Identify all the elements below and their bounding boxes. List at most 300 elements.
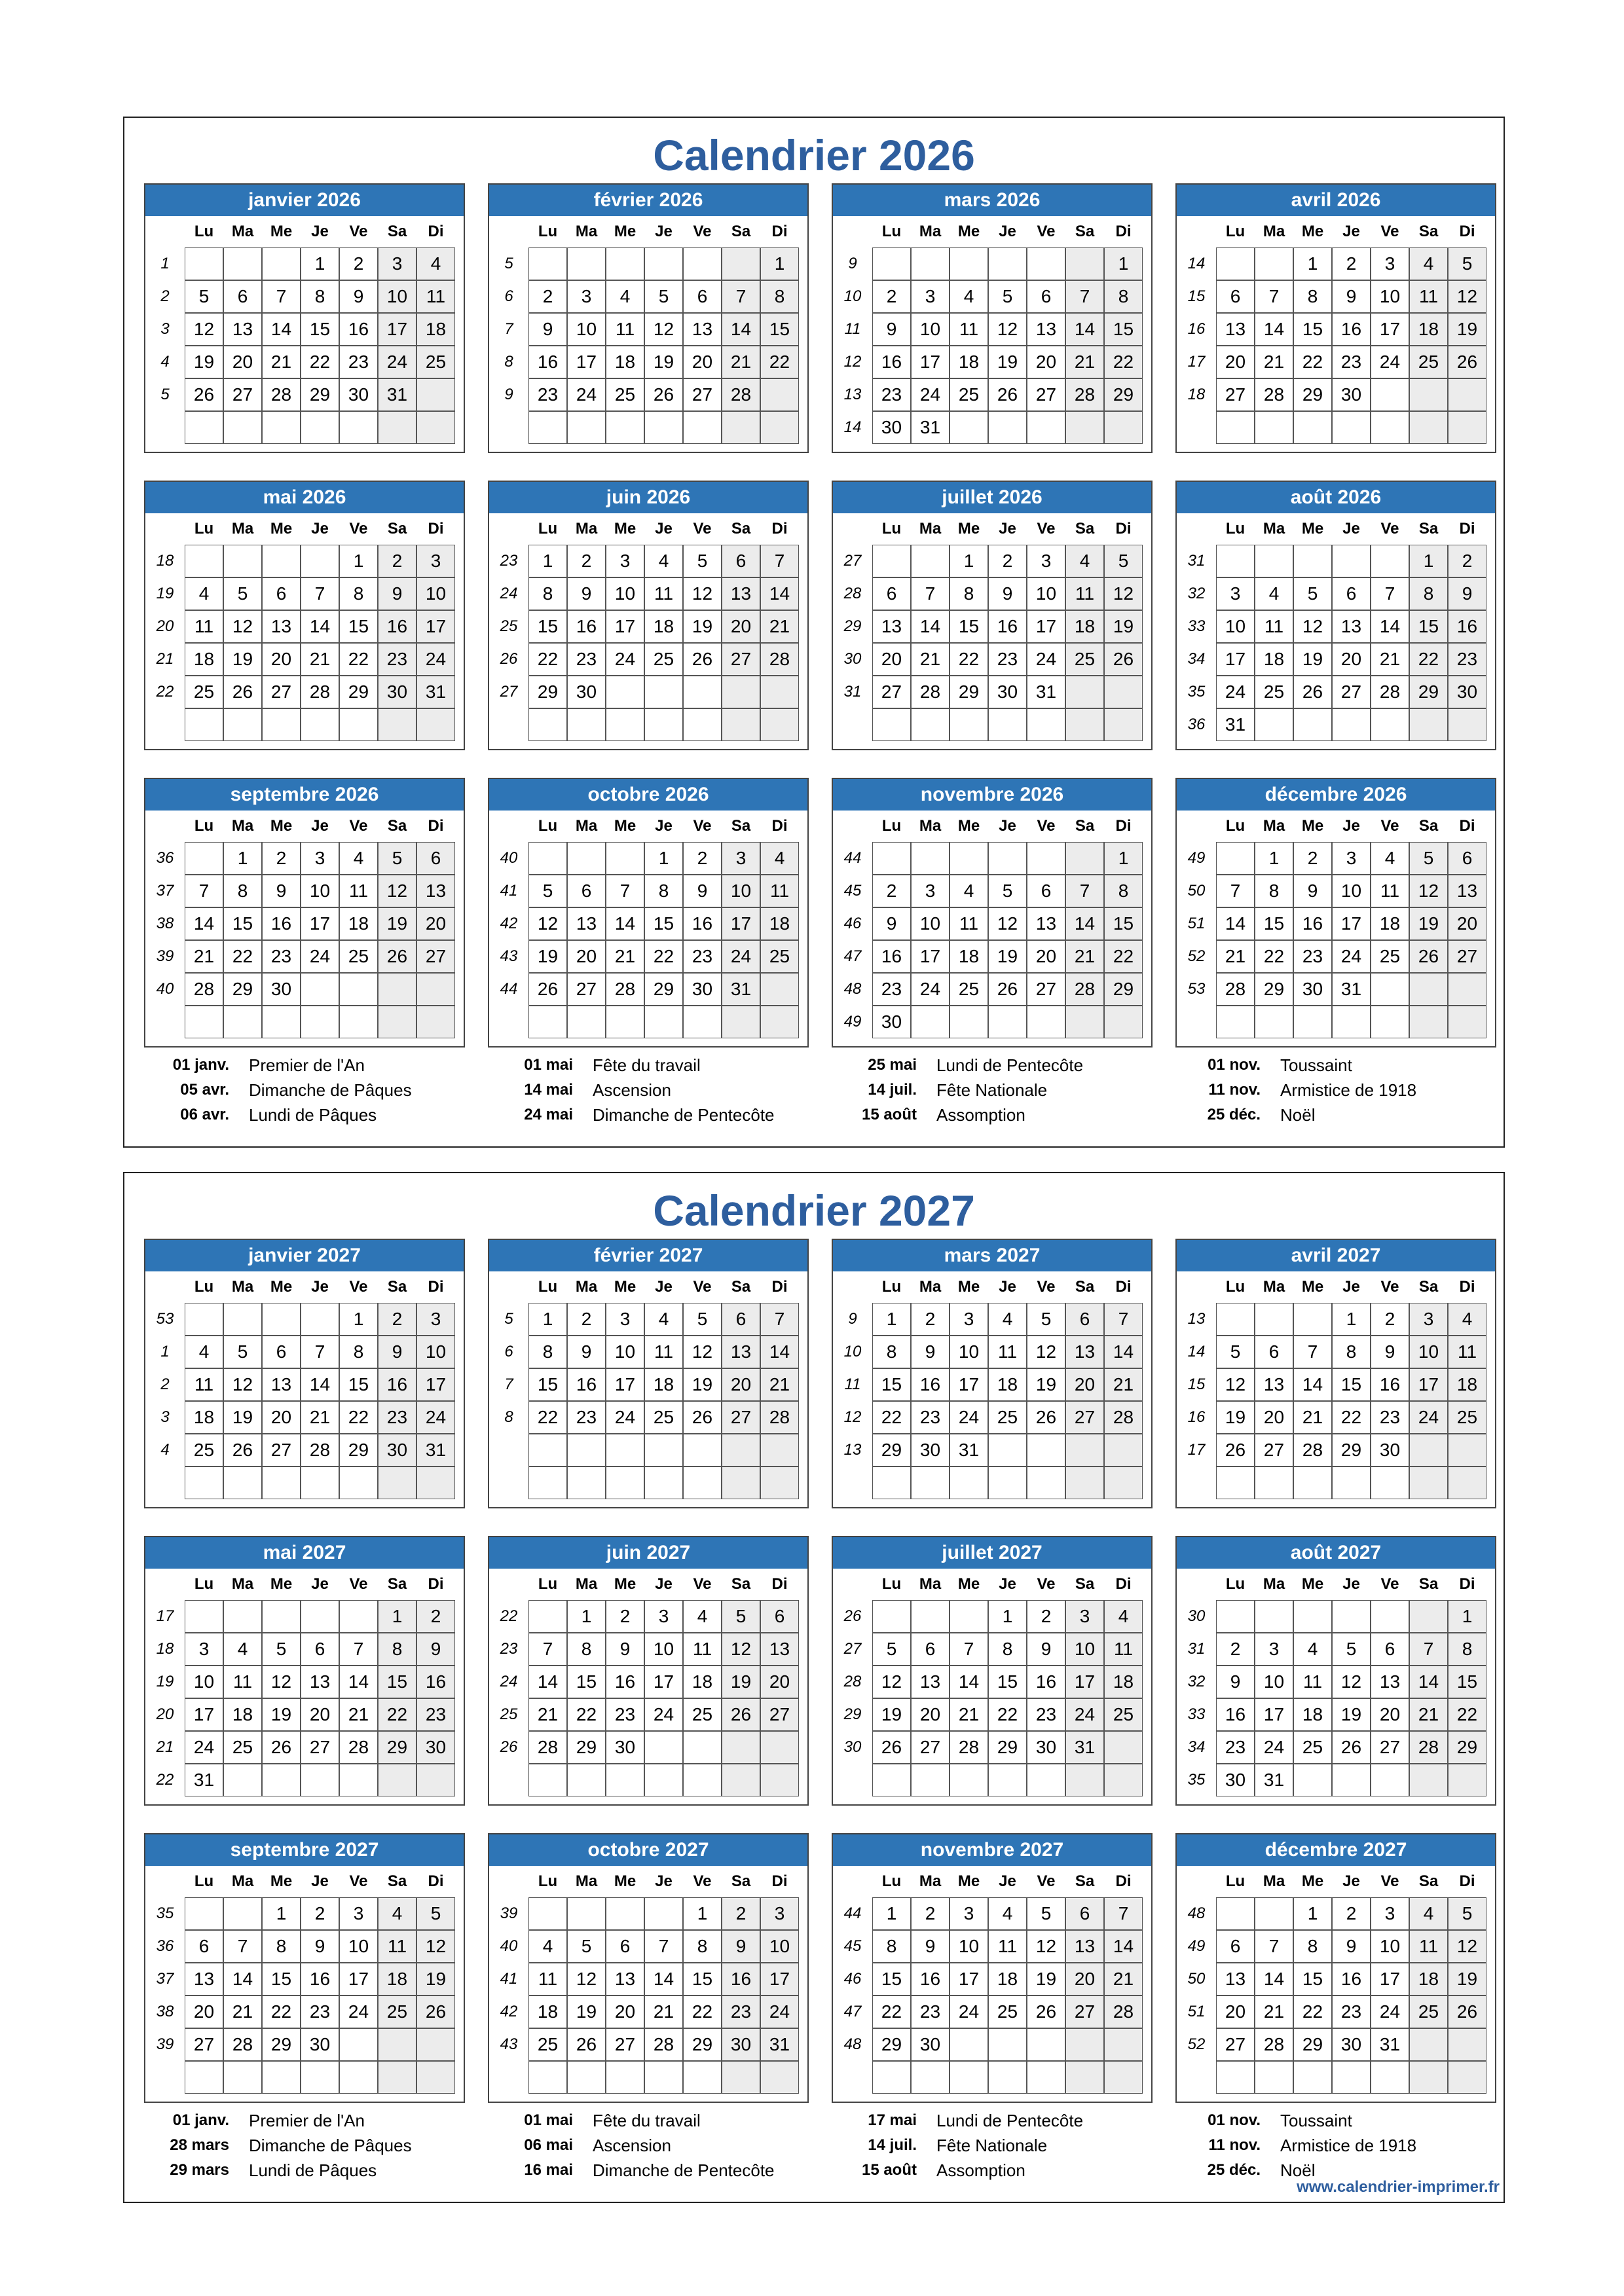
day-cell: 5 bbox=[722, 1600, 760, 1633]
day-cell: 2 bbox=[378, 545, 416, 577]
day-cell: 24 bbox=[301, 940, 339, 973]
day-cell bbox=[223, 1764, 262, 1796]
day-cell: 1 bbox=[872, 1897, 911, 1930]
week-number: 36 bbox=[156, 1937, 174, 1955]
month-calendar bbox=[1175, 1833, 1496, 2103]
day-cell bbox=[1027, 1467, 1065, 1499]
day-cell: 11 bbox=[1065, 577, 1104, 610]
day-cell: 16 bbox=[722, 1963, 760, 1995]
day-cell: 17 bbox=[1027, 610, 1065, 643]
day-cell: 10 bbox=[1371, 1930, 1409, 1963]
week-number bbox=[1177, 1467, 1216, 1499]
weekday-label: Ma bbox=[231, 1575, 254, 1593]
week-number bbox=[489, 1434, 528, 1467]
day-cell bbox=[378, 2028, 416, 2061]
week-number: 30 bbox=[1187, 1607, 1206, 1625]
day-cell: 17 bbox=[416, 1368, 455, 1401]
day-cell: 1 bbox=[760, 247, 799, 280]
day-cell: 29 bbox=[1409, 676, 1448, 708]
day-cell: 29 bbox=[262, 2028, 301, 2061]
day-cell: 11 bbox=[950, 907, 988, 940]
weekday-label: Me bbox=[957, 223, 980, 240]
day-cell: 3 bbox=[1371, 1897, 1409, 1930]
day-cell bbox=[950, 2028, 988, 2061]
holiday-date: 11 nov. bbox=[1208, 2136, 1261, 2154]
day-cell: 3 bbox=[760, 1897, 799, 1930]
weekday-label: Ve bbox=[1380, 1872, 1399, 1890]
weekday-label: Je bbox=[655, 520, 673, 538]
day-cell bbox=[223, 708, 262, 741]
weekday-label: Ve bbox=[1037, 1872, 1056, 1890]
week-number bbox=[833, 2061, 872, 2094]
weekday-label: Me bbox=[270, 1575, 293, 1593]
week-number: 11 bbox=[844, 1376, 861, 1393]
day-cell: 9 bbox=[911, 1336, 950, 1368]
day-cell: 1 bbox=[683, 1897, 722, 1930]
weekday-label: Ve bbox=[693, 520, 712, 538]
day-cell: 18 bbox=[988, 1368, 1027, 1401]
week-number bbox=[489, 411, 528, 444]
day-cell: 7 bbox=[1409, 1633, 1448, 1666]
week-number: 30 bbox=[843, 650, 862, 668]
holiday-name: Assomption bbox=[936, 2160, 1025, 2180]
day-cell: 15 bbox=[1448, 1666, 1486, 1698]
day-cell: 25 bbox=[1293, 1731, 1332, 1764]
weekday-label: Me bbox=[1301, 1278, 1324, 1296]
week-number: 23 bbox=[500, 552, 518, 570]
day-cell bbox=[1293, 1006, 1332, 1038]
day-cell: 5 bbox=[1293, 577, 1332, 610]
day-cell: 30 bbox=[911, 2028, 950, 2061]
week-number: 1 bbox=[160, 1343, 170, 1360]
day-cell: 15 bbox=[339, 1368, 378, 1401]
day-cell: 17 bbox=[606, 610, 644, 643]
day-cell bbox=[1027, 411, 1065, 444]
day-cell bbox=[1448, 1764, 1486, 1796]
day-cell bbox=[911, 247, 950, 280]
day-cell: 5 bbox=[1448, 1897, 1486, 1930]
day-cell: 4 bbox=[760, 842, 799, 875]
day-cell: 12 bbox=[1027, 1336, 1065, 1368]
weekday-label: Ve bbox=[1037, 1575, 1056, 1593]
day-cell: 20 bbox=[683, 346, 722, 378]
day-cell: 22 bbox=[339, 643, 378, 676]
day-cell bbox=[911, 1600, 950, 1633]
holiday-date: 25 mai bbox=[868, 1056, 917, 1074]
day-cell: 7 bbox=[1293, 1336, 1332, 1368]
holiday-item bbox=[488, 2133, 828, 2158]
day-cell: 16 bbox=[606, 1666, 644, 1698]
holiday-date: 24 mai bbox=[524, 1106, 573, 1123]
day-cell: 18 bbox=[950, 940, 988, 973]
week-number: 31 bbox=[1187, 552, 1206, 570]
day-cell: 24 bbox=[1255, 1731, 1293, 1764]
day-cell: 15 bbox=[1293, 1963, 1332, 1995]
day-cell: 12 bbox=[722, 1633, 760, 1666]
day-cell: 2 bbox=[1216, 1633, 1255, 1666]
day-cell: 9 bbox=[606, 1633, 644, 1666]
day-cell: 20 bbox=[262, 1401, 301, 1434]
weekday-label: Sa bbox=[1418, 520, 1439, 538]
week-number: 46 bbox=[843, 1970, 862, 1988]
day-cell bbox=[339, 708, 378, 741]
day-cell: 18 bbox=[1409, 313, 1448, 346]
day-cell bbox=[911, 708, 950, 741]
day-cell bbox=[722, 1467, 760, 1499]
day-cell: 14 bbox=[1409, 1666, 1448, 1698]
month-header: juin 2026 bbox=[489, 482, 807, 513]
day-cell: 12 bbox=[1332, 1666, 1371, 1698]
week-number bbox=[833, 1764, 872, 1796]
week-number: 38 bbox=[156, 2003, 174, 2020]
day-cell: 2 bbox=[1332, 247, 1371, 280]
week-number: 31 bbox=[1187, 1640, 1206, 1658]
day-cell: 5 bbox=[1027, 1303, 1065, 1336]
day-cell: 3 bbox=[606, 1303, 644, 1336]
week-number: 26 bbox=[500, 650, 518, 668]
week-number: 26 bbox=[843, 1607, 862, 1625]
weekday-label: Di bbox=[1115, 223, 1132, 240]
weekday-label: Je bbox=[311, 520, 329, 538]
month-header: février 2027 bbox=[489, 1240, 807, 1271]
day-cell: 9 bbox=[1293, 875, 1332, 907]
weekday-label: Sa bbox=[1418, 817, 1439, 835]
day-cell: 7 bbox=[339, 1633, 378, 1666]
day-cell: 17 bbox=[301, 907, 339, 940]
day-cell: 9 bbox=[567, 577, 606, 610]
weekday-label: Ma bbox=[919, 1872, 942, 1890]
day-cell bbox=[950, 1467, 988, 1499]
week-number: 5 bbox=[504, 255, 513, 272]
holiday-name: Lundi de Pentecôte bbox=[936, 1055, 1084, 1075]
day-cell: 14 bbox=[1293, 1368, 1332, 1401]
day-cell bbox=[1293, 1600, 1332, 1633]
month-calendar bbox=[488, 1833, 809, 2103]
day-cell: 16 bbox=[1216, 1698, 1255, 1731]
day-cell: 9 bbox=[378, 1336, 416, 1368]
week-number: 17 bbox=[1187, 1441, 1206, 1459]
day-cell: 14 bbox=[950, 1666, 988, 1698]
day-cell bbox=[1065, 842, 1104, 875]
day-cell bbox=[1255, 1467, 1293, 1499]
week-number: 34 bbox=[1187, 1738, 1206, 1756]
day-cell bbox=[722, 411, 760, 444]
weekday-label: Di bbox=[428, 223, 444, 240]
day-cell: 11 bbox=[1371, 875, 1409, 907]
weekday-label: Lu bbox=[538, 520, 558, 538]
day-cell: 1 bbox=[262, 1897, 301, 1930]
day-cell: 5 bbox=[185, 280, 223, 313]
day-cell: 1 bbox=[1293, 247, 1332, 280]
day-cell: 23 bbox=[416, 1698, 455, 1731]
day-cell: 31 bbox=[1255, 1764, 1293, 1796]
day-cell: 16 bbox=[872, 940, 911, 973]
day-cell: 15 bbox=[872, 1368, 911, 1401]
day-cell: 19 bbox=[567, 1995, 606, 2028]
day-cell: 24 bbox=[911, 973, 950, 1006]
day-cell: 19 bbox=[528, 940, 567, 973]
month-header: février 2026 bbox=[489, 185, 807, 216]
day-cell bbox=[567, 1764, 606, 1796]
day-cell: 25 bbox=[416, 346, 455, 378]
day-cell bbox=[1293, 708, 1332, 741]
day-cell bbox=[1409, 2028, 1448, 2061]
holiday-item bbox=[488, 1078, 828, 1102]
website-link[interactable]: www.calendrier-imprimer.fr bbox=[1297, 2178, 1500, 2196]
day-cell: 17 bbox=[606, 1368, 644, 1401]
day-cell: 2 bbox=[606, 1600, 644, 1633]
day-cell: 11 bbox=[644, 577, 683, 610]
day-cell bbox=[378, 973, 416, 1006]
day-cell: 5 bbox=[378, 842, 416, 875]
day-cell: 20 bbox=[567, 940, 606, 973]
day-cell: 20 bbox=[1027, 346, 1065, 378]
day-cell: 3 bbox=[1255, 1633, 1293, 1666]
day-cell: 5 bbox=[683, 1303, 722, 1336]
week-number: 17 bbox=[1187, 353, 1206, 371]
weekday-label: Ve bbox=[693, 223, 712, 240]
day-cell: 13 bbox=[683, 313, 722, 346]
day-cell: 14 bbox=[339, 1666, 378, 1698]
day-cell: 28 bbox=[223, 2028, 262, 2061]
day-cell: 13 bbox=[760, 1633, 799, 1666]
day-cell: 30 bbox=[1027, 1731, 1065, 1764]
weekday-label: Sa bbox=[731, 520, 751, 538]
day-cell: 8 bbox=[760, 280, 799, 313]
day-cell bbox=[950, 411, 988, 444]
day-cell: 25 bbox=[185, 1434, 223, 1467]
day-cell: 25 bbox=[950, 378, 988, 411]
month-header: avril 2027 bbox=[1177, 1240, 1495, 1271]
day-cell: 3 bbox=[722, 842, 760, 875]
weekday-label: Sa bbox=[731, 223, 751, 240]
day-cell: 1 bbox=[950, 545, 988, 577]
day-cell: 12 bbox=[683, 1336, 722, 1368]
holiday-date: 01 janv. bbox=[172, 1056, 229, 1074]
day-cell: 19 bbox=[1293, 643, 1332, 676]
day-cell: 16 bbox=[339, 313, 378, 346]
holiday-name: Toussaint bbox=[1280, 1055, 1352, 1075]
day-cell: 9 bbox=[722, 1930, 760, 1963]
weekday-label: Sa bbox=[731, 1575, 751, 1593]
day-cell bbox=[606, 1006, 644, 1038]
day-cell: 22 bbox=[950, 643, 988, 676]
day-cell bbox=[1409, 378, 1448, 411]
day-cell bbox=[1255, 411, 1293, 444]
day-cell: 24 bbox=[1027, 643, 1065, 676]
week-number: 13 bbox=[843, 386, 862, 403]
weekday-label: Lu bbox=[1225, 1278, 1246, 1296]
day-cell: 23 bbox=[528, 378, 567, 411]
month-calendar bbox=[144, 1833, 465, 2103]
day-cell: 4 bbox=[416, 247, 455, 280]
day-cell bbox=[683, 1006, 722, 1038]
day-cell bbox=[872, 842, 911, 875]
day-cell: 16 bbox=[567, 1368, 606, 1401]
day-cell: 1 bbox=[567, 1600, 606, 1633]
week-number bbox=[145, 1467, 185, 1499]
week-number: 8 bbox=[504, 353, 513, 371]
day-cell: 24 bbox=[378, 346, 416, 378]
day-cell: 14 bbox=[1371, 610, 1409, 643]
weekday-label: Lu bbox=[1225, 817, 1246, 835]
day-cell: 27 bbox=[1255, 1434, 1293, 1467]
day-cell: 28 bbox=[301, 1434, 339, 1467]
day-cell bbox=[301, 973, 339, 1006]
holiday-name: Dimanche de Pâques bbox=[249, 1080, 412, 1100]
day-cell bbox=[223, 545, 262, 577]
day-cell bbox=[988, 1764, 1027, 1796]
day-cell bbox=[1216, 1467, 1255, 1499]
day-cell bbox=[262, 411, 301, 444]
day-cell: 14 bbox=[1255, 1963, 1293, 1995]
day-cell: 17 bbox=[185, 1698, 223, 1731]
day-cell: 10 bbox=[1027, 577, 1065, 610]
day-cell: 7 bbox=[1255, 280, 1293, 313]
day-cell: 4 bbox=[950, 875, 988, 907]
week-number: 28 bbox=[843, 1673, 862, 1690]
day-cell: 27 bbox=[1065, 1995, 1104, 2028]
day-cell bbox=[760, 411, 799, 444]
day-cell: 13 bbox=[1027, 907, 1065, 940]
day-cell: 26 bbox=[567, 2028, 606, 2061]
day-cell: 12 bbox=[872, 1666, 911, 1698]
day-cell: 18 bbox=[683, 1666, 722, 1698]
day-cell bbox=[1409, 1467, 1448, 1499]
holiday-date: 17 mai bbox=[868, 2111, 917, 2129]
day-cell: 9 bbox=[872, 907, 911, 940]
day-cell bbox=[1027, 1006, 1065, 1038]
week-number: 18 bbox=[156, 1640, 174, 1658]
day-cell: 10 bbox=[567, 313, 606, 346]
day-cell: 22 bbox=[301, 346, 339, 378]
day-cell: 26 bbox=[683, 643, 722, 676]
weekday-label: Di bbox=[1459, 1575, 1475, 1593]
weekday-label: Je bbox=[1342, 520, 1360, 538]
day-cell: 20 bbox=[1216, 1995, 1255, 2028]
day-cell: 7 bbox=[606, 875, 644, 907]
day-cell: 18 bbox=[606, 346, 644, 378]
day-cell: 2 bbox=[378, 1303, 416, 1336]
day-cell bbox=[1216, 1006, 1255, 1038]
day-cell bbox=[683, 1764, 722, 1796]
day-cell: 8 bbox=[1104, 280, 1143, 313]
weekday-label: Ma bbox=[1263, 223, 1285, 240]
day-cell bbox=[911, 2061, 950, 2094]
day-cell bbox=[1448, 378, 1486, 411]
day-cell: 27 bbox=[1216, 378, 1255, 411]
day-cell: 6 bbox=[1216, 1930, 1255, 1963]
day-cell: 21 bbox=[722, 346, 760, 378]
holiday-name: Noël bbox=[1280, 1105, 1316, 1125]
day-cell: 19 bbox=[262, 1698, 301, 1731]
day-cell: 14 bbox=[1104, 1930, 1143, 1963]
week-number: 39 bbox=[500, 1904, 518, 1922]
day-cell: 26 bbox=[1104, 643, 1143, 676]
day-cell bbox=[606, 247, 644, 280]
day-cell: 22 bbox=[1104, 346, 1143, 378]
day-cell bbox=[262, 708, 301, 741]
day-cell: 6 bbox=[1065, 1303, 1104, 1336]
holiday-date: 05 avr. bbox=[180, 1081, 229, 1099]
day-cell: 4 bbox=[339, 842, 378, 875]
day-cell: 15 bbox=[339, 610, 378, 643]
day-cell: 29 bbox=[988, 1731, 1027, 1764]
day-cell bbox=[1104, 1467, 1143, 1499]
day-cell bbox=[567, 1434, 606, 1467]
day-cell: 3 bbox=[416, 1303, 455, 1336]
week-number: 27 bbox=[843, 552, 862, 570]
day-cell bbox=[378, 411, 416, 444]
day-cell: 10 bbox=[1371, 280, 1409, 313]
weekday-label: Ma bbox=[575, 520, 598, 538]
week-number: 2 bbox=[160, 287, 170, 305]
day-cell: 13 bbox=[1332, 610, 1371, 643]
day-cell bbox=[567, 1006, 606, 1038]
holiday-date: 01 nov. bbox=[1208, 2111, 1261, 2129]
weekday-label: Di bbox=[428, 1872, 444, 1890]
day-cell: 9 bbox=[1332, 280, 1371, 313]
week-number: 39 bbox=[156, 2035, 174, 2053]
day-cell: 27 bbox=[301, 1731, 339, 1764]
holiday-name: Premier de l'An bbox=[249, 2111, 365, 2130]
day-cell: 8 bbox=[1293, 1930, 1332, 1963]
day-cell: 30 bbox=[988, 676, 1027, 708]
day-cell: 10 bbox=[606, 577, 644, 610]
day-cell: 10 bbox=[950, 1930, 988, 1963]
day-cell: 22 bbox=[1255, 940, 1293, 973]
week-number: 7 bbox=[504, 1376, 513, 1393]
day-cell: 2 bbox=[416, 1600, 455, 1633]
weekday-label: Me bbox=[1301, 1575, 1324, 1593]
day-cell: 16 bbox=[262, 907, 301, 940]
weekday-label: Me bbox=[1301, 520, 1324, 538]
weekday-label: Lu bbox=[1225, 1872, 1246, 1890]
day-cell bbox=[1371, 1006, 1409, 1038]
weekday-label: Je bbox=[999, 1278, 1016, 1296]
day-cell bbox=[683, 1434, 722, 1467]
day-cell bbox=[911, 1467, 950, 1499]
day-cell bbox=[950, 2061, 988, 2094]
day-cell: 19 bbox=[722, 1666, 760, 1698]
day-cell: 21 bbox=[606, 940, 644, 973]
week-number bbox=[489, 1006, 528, 1038]
day-cell bbox=[262, 1467, 301, 1499]
day-cell bbox=[606, 1467, 644, 1499]
weekday-label: Di bbox=[1459, 817, 1475, 835]
day-cell bbox=[223, 411, 262, 444]
day-cell: 9 bbox=[1371, 1336, 1409, 1368]
day-cell: 21 bbox=[1104, 1963, 1143, 1995]
day-cell bbox=[1216, 247, 1255, 280]
day-cell bbox=[1409, 1764, 1448, 1796]
weekday-label: Ma bbox=[1263, 1278, 1285, 1296]
day-cell: 7 bbox=[760, 545, 799, 577]
day-cell: 21 bbox=[1293, 1401, 1332, 1434]
day-cell: 20 bbox=[262, 643, 301, 676]
day-cell: 9 bbox=[1216, 1666, 1255, 1698]
day-cell: 1 bbox=[528, 545, 567, 577]
day-cell bbox=[185, 1303, 223, 1336]
day-cell bbox=[683, 1467, 722, 1499]
day-cell: 19 bbox=[1027, 1963, 1065, 1995]
weekday-label: Di bbox=[1115, 520, 1132, 538]
day-cell: 6 bbox=[1216, 280, 1255, 313]
week-number: 49 bbox=[843, 1013, 862, 1030]
day-cell: 25 bbox=[1255, 676, 1293, 708]
day-cell: 11 bbox=[644, 1336, 683, 1368]
year-calendar bbox=[123, 1172, 1505, 2203]
